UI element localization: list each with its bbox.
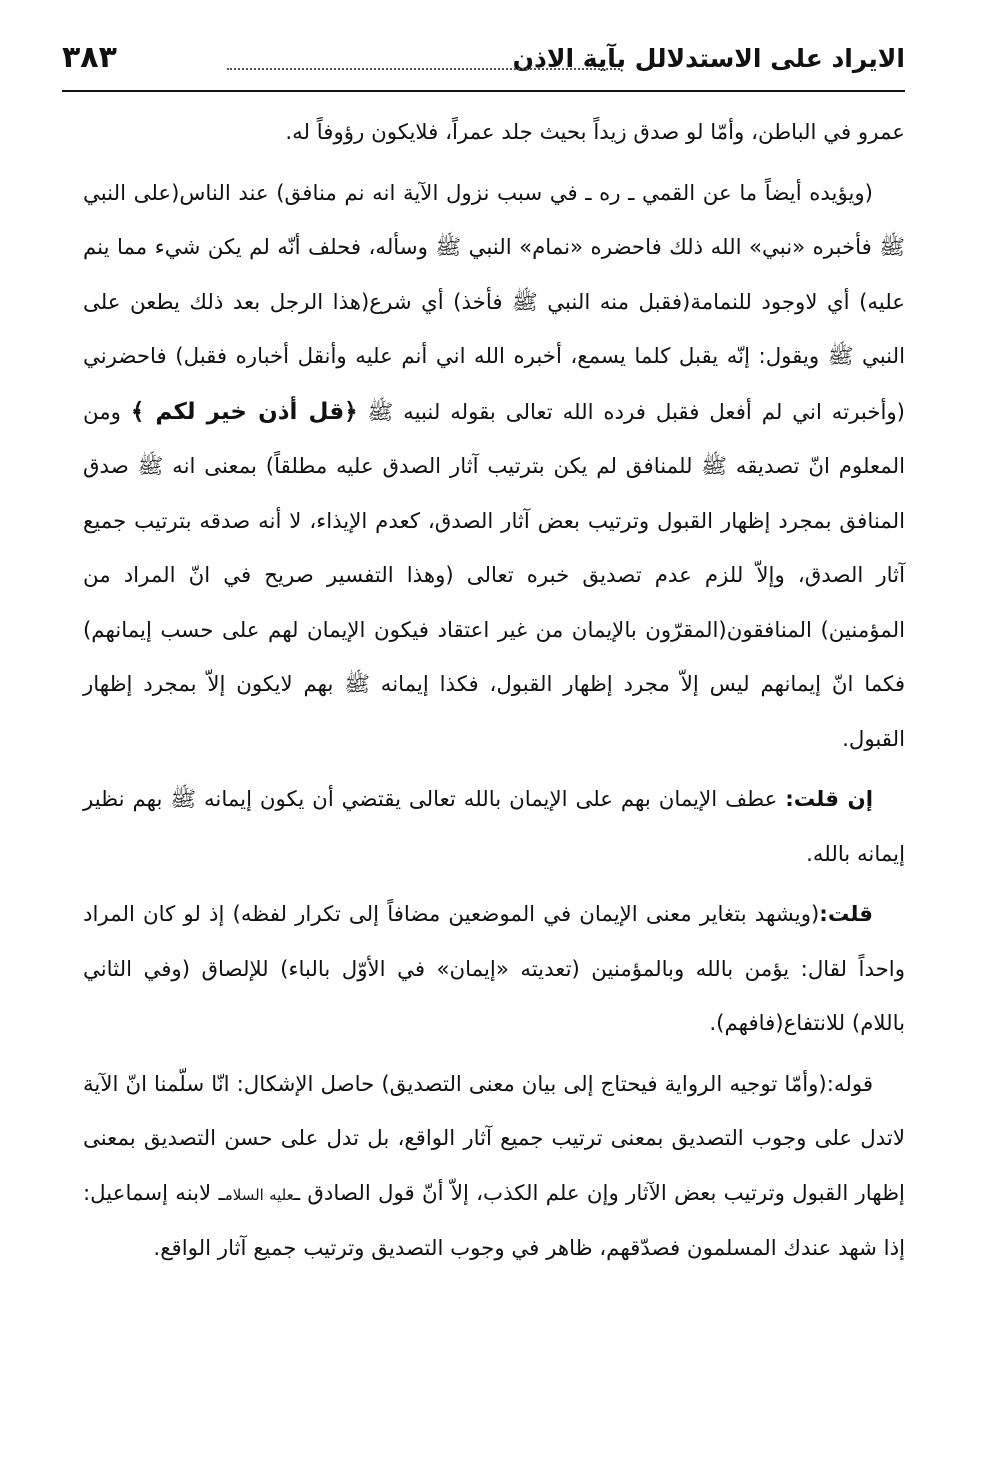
honorific: عليه السلام <box>224 1185 294 1204</box>
page-number: ٣٨٣ <box>62 40 117 75</box>
paragraph <box>83 773 905 882</box>
paragraph <box>83 888 905 1052</box>
reply-label: قلت: <box>819 902 873 927</box>
header-dotted-leader <box>227 68 620 70</box>
text-run: ومن المعلوم انّ تصديقه ﷺ للمنافق لم يكن بترتيب آثار الصدق عليه مطلقاً) بمعنى انه ﷺ صدق المنافق بمجرد إظهار القبول وترتيب بعض آثار الصدق، كعدم الإيذاء، لا أنه صدقه بترتيب جميع آثار الصدق، وإلاّ للزم عدم تصديق خبره تعالى (وهذا التفسير صريح في انّ المراد من المؤمنين) المنافقون(المقرّون بالإيمان من غير اعتقاد فيكون الإيمان لهم على حسب إيمانهم) فكما انّ إيمانهم ليس إلاّ مجرد إظهار القبول، فكذا إيمانه ﷺ بهم لايكون إلاّ بمجرد إظهار القبول. <box>83 399 905 752</box>
page-body <box>83 106 905 1283</box>
running-title: الايراد على الاستدلالل بآية الاذن <box>512 44 905 73</box>
quran-verse: ﴿قل أذن خير لكم ﴾ <box>130 398 358 425</box>
paragraph <box>83 1058 905 1277</box>
text-run: عمرو في الباطن، وأمّا لو صدق زيداً بحيث جلد عمراً، فلايكون رؤوفاً له. <box>285 120 905 145</box>
text-run: عطف الإيمان بهم على الإيمان بالله تعالى يقتضي أن يكون إيمانه ﷺ بهم نظير إيمانه بالله. <box>83 787 905 867</box>
page-header <box>62 34 905 92</box>
text-run: (ويشهد بتغاير معنى الإيمان في الموضعين مضافاً إلى تكرار لفظه) إذ لو كان المراد واحداً لقال: يؤمن بالله وبالمؤمنين (تعديته «إيمان» في الأوّل بالباء) للإلصاق (وفي الثاني باللام) للانتفاع(فافهم). <box>83 902 905 1036</box>
objection-label: إن قلت: <box>785 787 873 812</box>
text-run: (ويؤيده أيضاً ما عن القمي ـ ره ـ في سبب نزول الآية انه نم منافق) عند الناس(على النبي ﷺ فأخبره «نبي» الله ذلك فاحضره «نمام» النبي ﷺ وسأله، فحلف أنّه لم يكن شيء مما ينم عليه) أي لاوجود للنمامة(فقبل منه النبي ﷺ فأخذ) أي شرع(هذا الرجل بعد ذلك يطعن على النبي ﷺ ويقول: إنّه يقبل كلما يسمع، أخبره الله اني أنم عليه وأنقل أخباره فقبل) فاحضرني (وأخبرته اني لم أفعل فقبل فرده الله تعالى بقوله لنبيه ﷺ <box>83 180 905 425</box>
text-run: قوله:(وأمّا توجيه الرواية فيحتاج إلى بيان معنى التصديق) حاصل الإشكال: انّا سلّمنا انّ الآية لاتدل على وجوب التصديق بمعنى ترتيب جميع آثار الواقع، بل تدل على حسن التصديق بمعنى إظهار القبول وترتيب بعض الآثار وإن علم الكذب، إلاّ أنّ قول الصادق ـ <box>83 1071 905 1206</box>
paragraph <box>83 167 905 768</box>
text-run: ـ لابنه إسماعيل: إذا شهد عندك المسلمون فصدّقهم، ظاهر في وجوب التصديق وترتيب جميع آثار الواقع. <box>83 1180 905 1261</box>
paragraph <box>83 106 905 161</box>
